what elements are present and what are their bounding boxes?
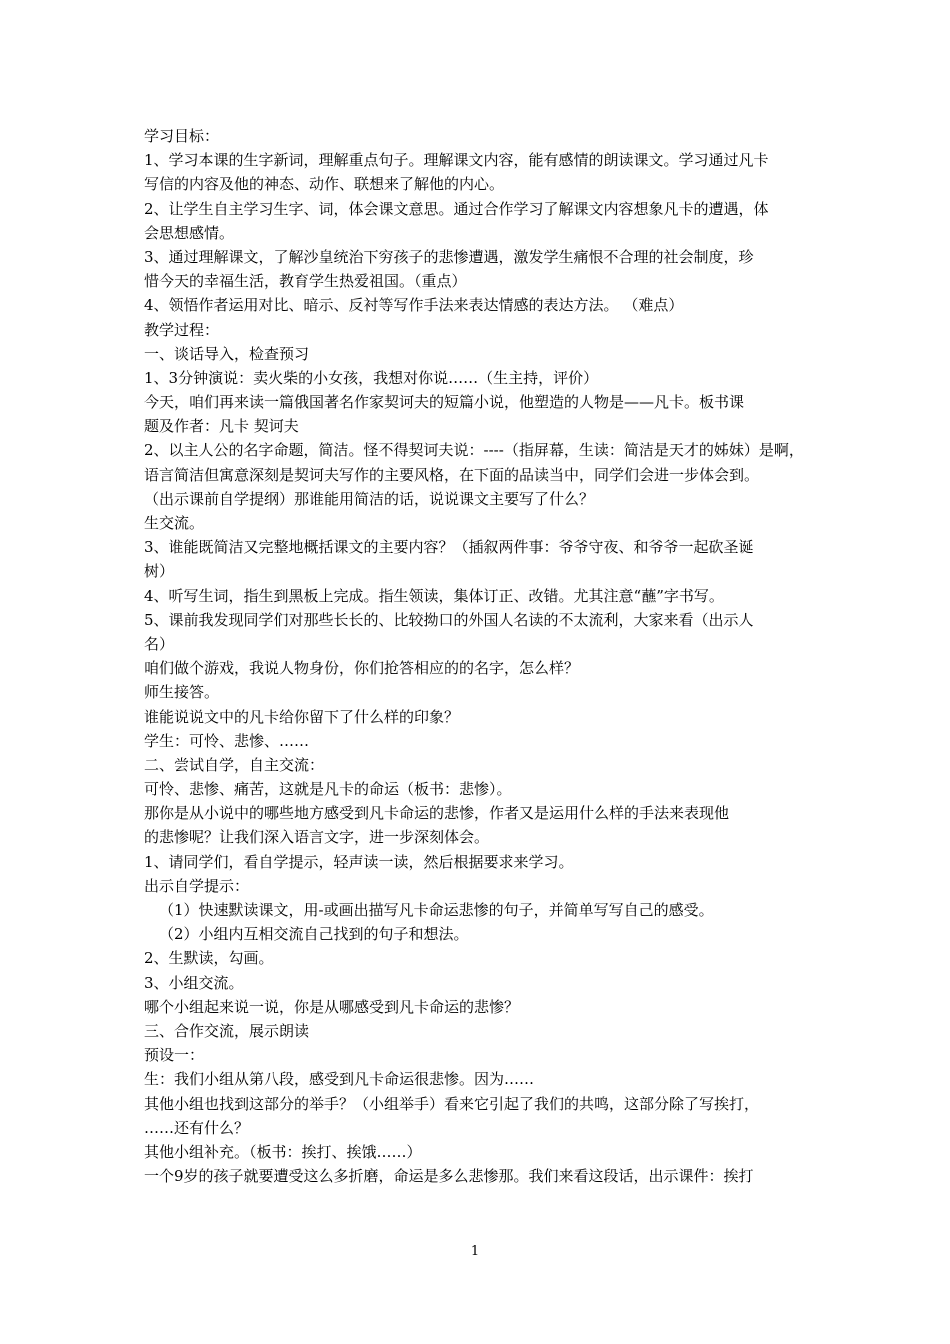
text-line: 其他小组也找到这部分的举手？（小组举手）看来它引起了我们的共鸣，这部分除了写挨打， xyxy=(144,1094,760,1113)
text-line: 1、3分钟演说：卖火柴的小女孩，我想对你说……（生主持，评价） xyxy=(144,368,599,387)
text-line: 名） xyxy=(144,634,175,653)
text-line: （出示课前自学提纲）那谁能用简洁的话，说说课文主要写了什么？ xyxy=(144,489,595,508)
text-line: 学生：可怜、悲惨、…… xyxy=(144,731,310,750)
text-line: 树） xyxy=(144,562,175,581)
text-line: 谁能说说文中的凡卡给你留下了什么样的印象？ xyxy=(144,707,460,726)
text-line: 今天，咱们再来读一篇俄国著名作家契诃夫的短篇小说，他塑造的人物是——凡卡。板书课 xyxy=(144,393,745,412)
text-line: 三、合作交流，展示朗读 xyxy=(144,1021,310,1040)
text-line: 写信的内容及他的神态、动作、联想来了解他的内心。 xyxy=(144,175,505,194)
text-line: 1、学习本课的生字新词，理解重点句子。理解课文内容，能有感情的朗读课文。学习通过凡卡 xyxy=(144,151,769,170)
text-line: 教学过程： xyxy=(144,320,220,339)
text-line: 出示自学提示： xyxy=(144,876,250,895)
text-line: 3、通过理解课文，了解沙皇统治下穷孩子的悲惨遭遇，激发学生痛恨不合理的社会制度，珍 xyxy=(144,247,754,266)
text-line: 预设一： xyxy=(144,1046,205,1065)
text-line: 二、尝试自学，自主交流： xyxy=(144,755,325,774)
text-line: （1）快速默读课文，用-或画出描写凡卡命运悲惨的句子，并简单写写自己的感受。 xyxy=(159,901,714,919)
text-line: 一个9岁的孩子就要遭受这么多折磨，命运是多么悲惨那。我们来看这段话，出示课件：挨打 xyxy=(144,1167,754,1186)
document-body xyxy=(144,124,816,1188)
text-line: 惜今天的幸福生活，教育学生热爱祖国。（重点） xyxy=(144,272,467,291)
text-line: ……还有什么？ xyxy=(144,1118,250,1137)
text-line: 学习目标： xyxy=(144,127,220,145)
text-line: 生：我们小组从第八段，感受到凡卡命运很悲惨。因为…… xyxy=(144,1070,535,1089)
text-line: 生交流。 xyxy=(144,514,205,532)
text-line: 1、请同学们，看自学提示，轻声读一读，然后根据要求来学习。 xyxy=(144,852,574,871)
text-line: （2）小组内互相交流自己找到的句子和想法。 xyxy=(159,925,469,944)
text-line: 2、让学生自主学习生字、词，体会课文意思。通过合作学习了解课文内容想象凡卡的遭遇，体 xyxy=(144,199,769,218)
text-line: 语言简洁但寓意深刻是契诃夫写作的主要风格，在下面的品读当中，同学们会进一步体会到。 xyxy=(144,465,760,484)
text-line: 4、领悟作者运用对比、暗示、反衬等写作手法来表达情感的表达方法。 （难点） xyxy=(144,296,684,315)
text-line: 其他小组补充。（板书：挨打、挨饿……） xyxy=(144,1142,422,1161)
text-line: 哪个小组起来说一说，你是从哪感受到凡卡命运的悲惨？ xyxy=(144,997,520,1016)
text-line: 那你是从小说中的哪些地方感受到凡卡命运的悲惨，作者又是运用什么样的手法来表现他 xyxy=(144,804,730,823)
page-number: 1 xyxy=(470,1244,480,1259)
text-line: 3、谁能既简洁又完整地概括课文的主要内容？（插叙两件事：爷爷守夜、和爷爷一起砍圣诞 xyxy=(144,538,754,557)
text-line: 可怜、悲惨、痛苦，这就是凡卡的命运（板书：悲惨）。 xyxy=(144,780,512,799)
text-line: 5、课前我发现同学们对那些长长的、比较拗口的外国人名读的不太流利，大家来看（出示人 xyxy=(144,610,754,629)
text-line: 会思想感情。 xyxy=(144,223,235,242)
text-line: 3、小组交流。 xyxy=(144,973,244,992)
text-line: 的悲惨呢？让我们深入语言文字，进一步深刻体会。 xyxy=(144,828,490,847)
text-line: 2、生默读，勾画。 xyxy=(144,949,274,968)
text-line: 2、以主人公的名字命题，简洁。怪不得契诃夫说：----（指屏幕，生读：简洁是天才的姊妹）是啊， xyxy=(144,441,804,460)
text-line: 咱们做个游戏，我说人物身份，你们抢答相应的的名字，怎么样？ xyxy=(144,659,580,678)
text-line: 一、谈话导入，检查预习 xyxy=(144,344,310,363)
text-line: 师生接答。 xyxy=(144,683,220,702)
text-line: 题及作者：凡卡 契诃夫 xyxy=(144,417,299,436)
text-line: 4、听写生词，指生到黑板上完成。指生领读，集体订正、改错。尤其注意“蘸”字书写。 xyxy=(144,586,724,605)
